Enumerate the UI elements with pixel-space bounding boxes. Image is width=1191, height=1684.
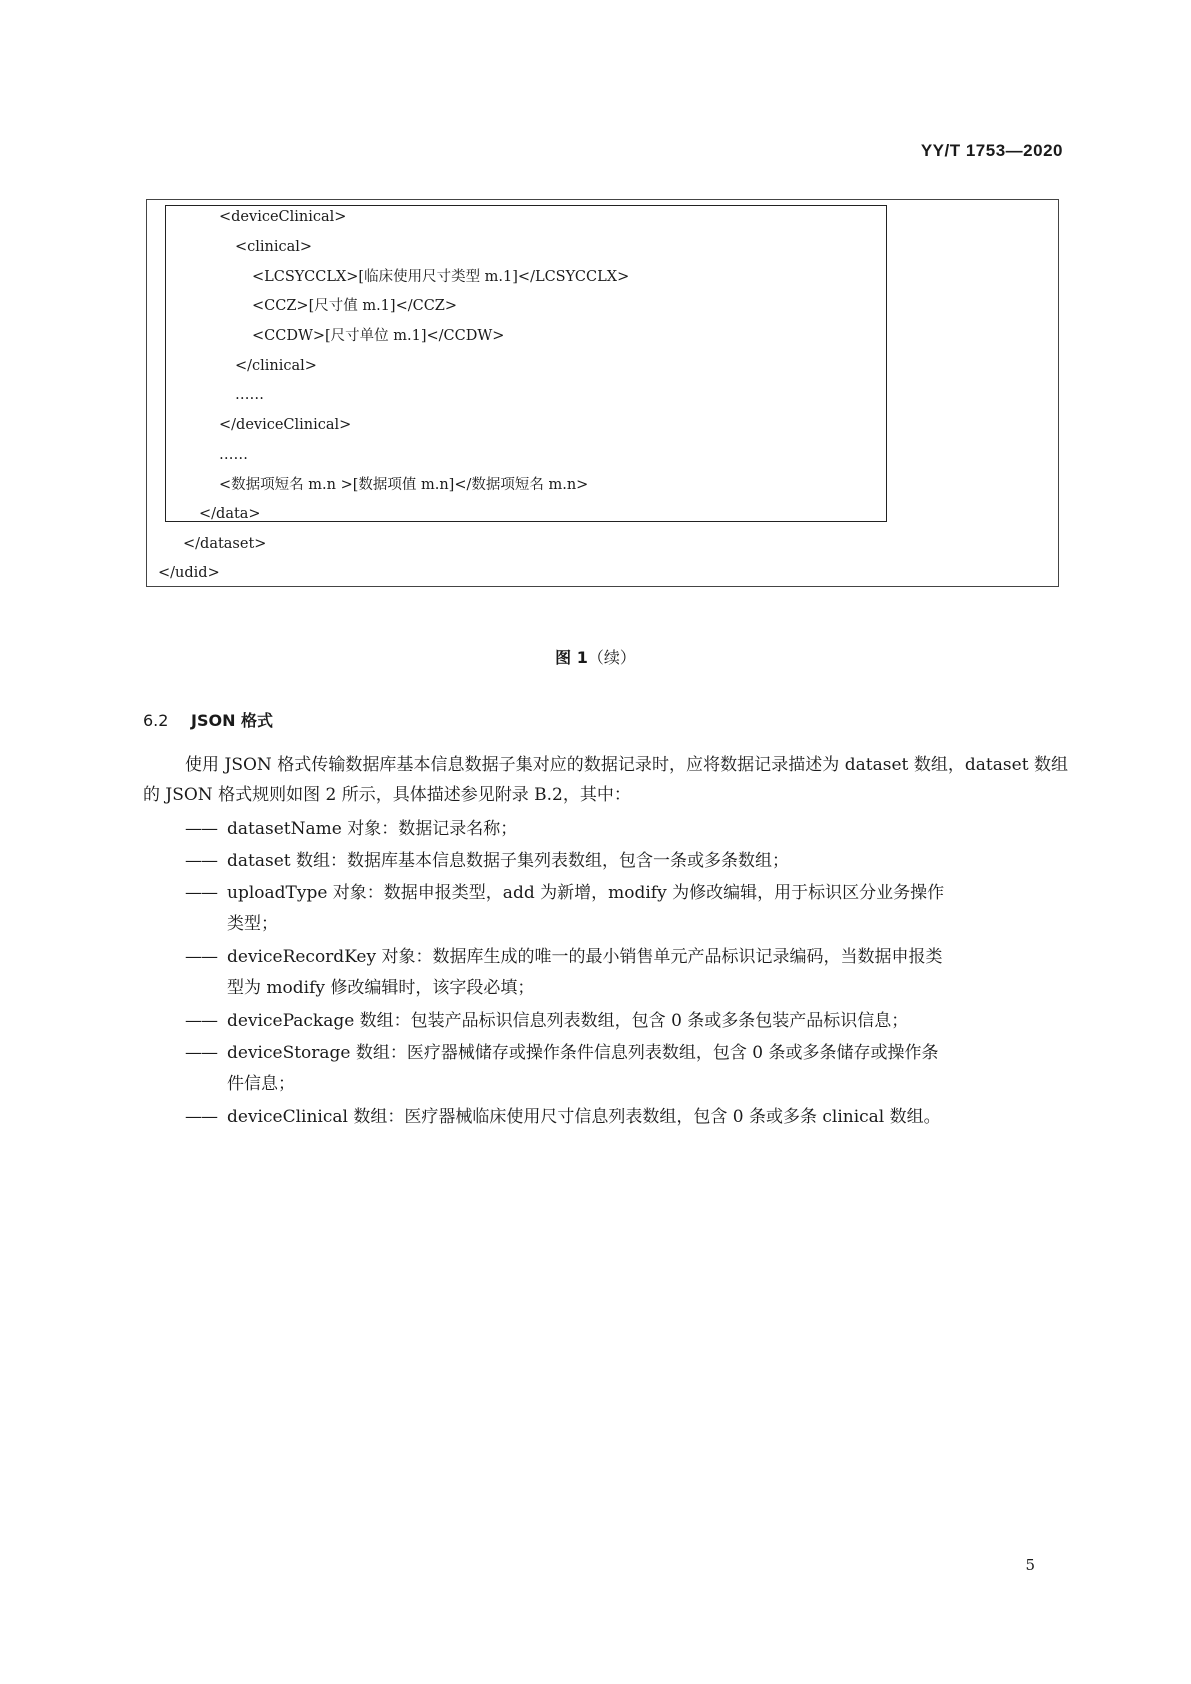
list-item-text: deviceClinical 数组：医疗器械临床使用尺寸信息列表数组，包含 0 条或多条 clinical 数组。 [227,1107,941,1127]
code-line: <CCDW>[尺寸单位 m.1]</CCDW> [252,328,505,344]
list-item [185,942,1068,1004]
figure-label: 图 1 [555,648,588,667]
list-item-text: uploadType 对象：数据申报类型，add 为新增，modify 为修改编辑，用于标识区分业务操作 [227,883,945,903]
code-line: </data> [199,506,261,522]
code-line: <数据项短名 m.n >[数据项值 m.n]</数据项短名 m.n> [219,477,589,493]
section-heading [143,708,273,731]
dash-marker: —— [185,1107,217,1127]
list-item-text: dataset 数组：数据库基本信息数据子集列表数组，包含一条或多条数组； [227,851,790,871]
list-item [185,1038,1068,1100]
code-line: </dataset> [183,536,267,552]
list-item-text: devicePackage 数组：包装产品标识信息列表数组，包含 0 条或多条包装产品标识信息； [227,1011,909,1031]
list-item [185,1006,1068,1037]
dash-marker: —— [185,947,217,967]
dash-marker: —— [185,1043,217,1063]
figure-suffix: （续） [587,648,636,667]
section-number: 6.2 [143,711,169,730]
code-line: <deviceClinical> [219,209,347,225]
list-item [185,878,1068,940]
code-line: …… [219,447,248,463]
code-line: </deviceClinical> [219,417,352,433]
section-title: JSON 格式 [191,711,274,730]
intro-text: 使用 JSON 格式传输数据库基本信息数据子集对应的数据记录时，应将数据记录描述为 dataset 数组，dataset 数组的 JSON 格式规则如图 2 所示，具体描述参见附录 B.2，其中： [143,755,1068,805]
code-line: </udid> [158,565,220,581]
standard-code: YY/T 1753—2020 [920,141,1063,160]
figure-caption [0,645,1191,668]
list-item [185,814,1068,845]
dash-marker: —— [185,819,217,839]
code-line: <LCSYCCLX>[临床使用尺寸类型 m.1]</LCSYCCLX> [252,269,630,285]
list-item-continuation: 件信息； [227,1074,295,1094]
list-item-text: datasetName 对象：数据记录名称； [227,819,518,839]
dash-marker: —— [185,883,217,903]
dash-marker: —— [185,851,217,871]
code-line: <CCZ>[尺寸值 m.1]</CCZ> [252,298,458,314]
intro-paragraph [143,750,1068,810]
dash-marker: —— [185,1011,217,1031]
list-item-text: deviceRecordKey 对象：数据库生成的唯一的最小销售单元产品标识记录编码，当数据申报类 [227,947,943,967]
list-item-continuation: 型为 modify 修改编辑时，该字段必填； [227,978,535,998]
list-item-text: deviceStorage 数组：医疗器械储存或操作条件信息列表数组，包含 0 条或多条储存或操作条 [227,1043,939,1063]
list-item [185,1102,1068,1133]
code-line: …… [235,387,264,403]
list-item [185,846,1068,877]
code-line: <clinical> [235,239,313,255]
code-line: </clinical> [235,358,317,374]
list-item-continuation: 类型； [227,914,278,934]
page-number: 5 [1025,1556,1035,1574]
